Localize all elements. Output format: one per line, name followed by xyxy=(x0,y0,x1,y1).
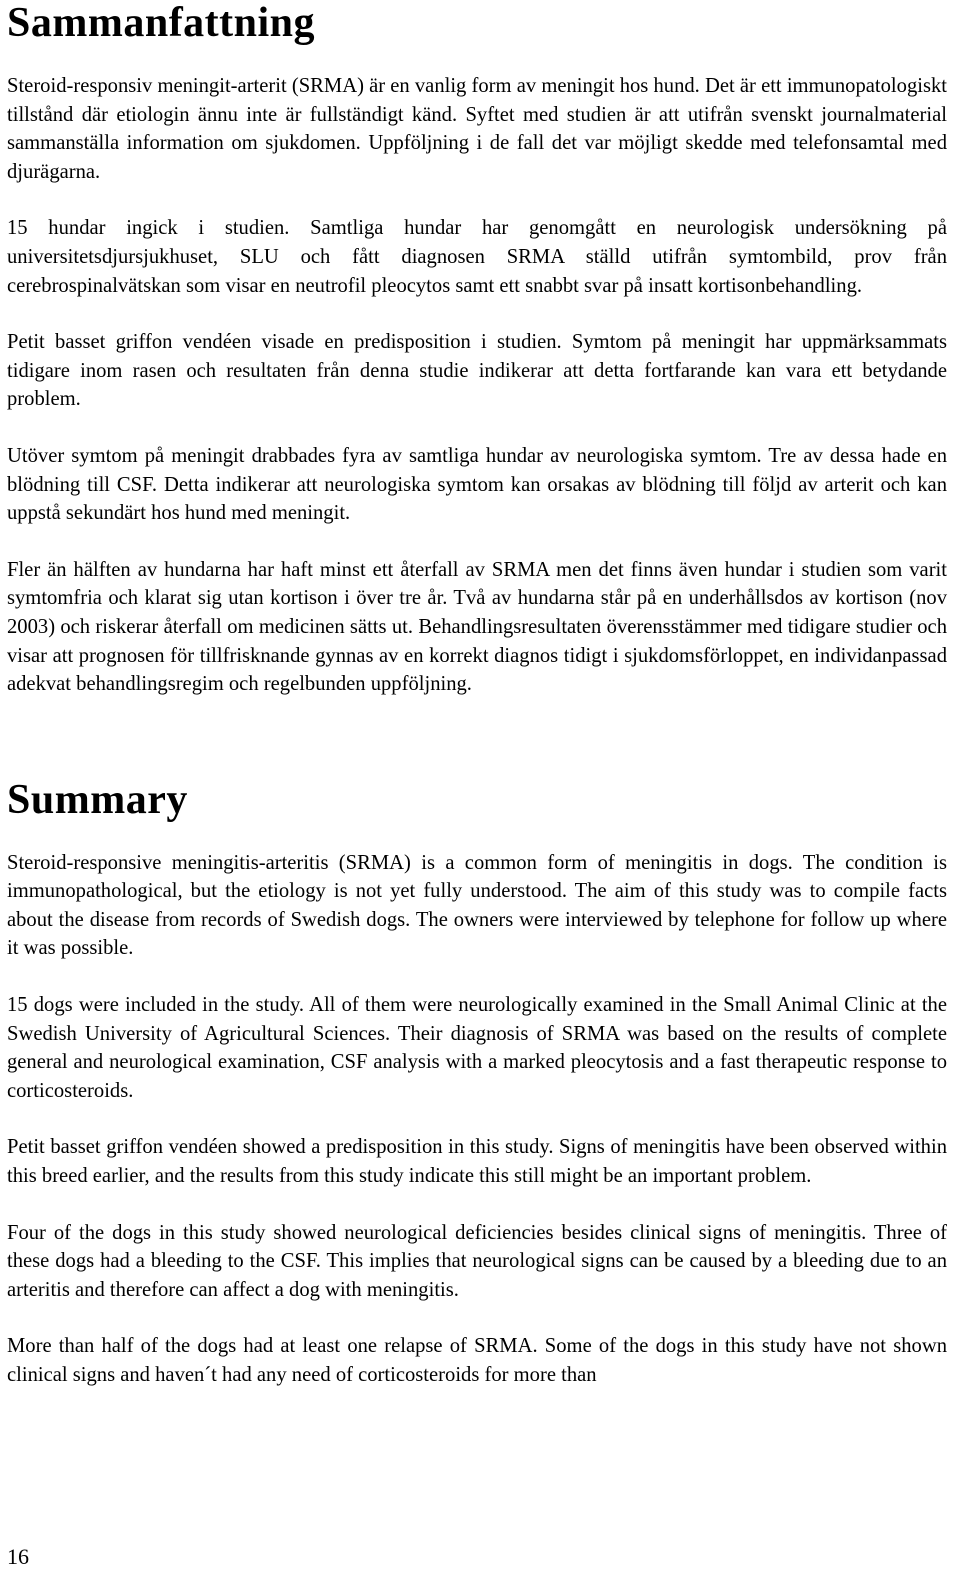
section-title-swedish: Sammanfattning xyxy=(7,0,316,46)
paragraph: Petit basset griffon vendéen visade en predisposition i studien. Symtom på meningit har uppmärksammats tidigare inom rasen och resultaten från denna studie indikerar att detta fortfarande kan vara ett betydande problem. xyxy=(7,331,947,411)
english-abstract xyxy=(7,849,947,1390)
section-title-english: Summary xyxy=(7,776,188,823)
paragraph: Fler än hälften av hundarna har haft minst ett återfall av SRMA men det finns även hundar i studien som varit symtomfria och klarat sig utan kortison i över tre år. Två av hundarna står på en underhållsdos av kortison (nov 2003) och riskerar återfall om medicinen sätts ut. Behandlingsresultaten överensstämmer med tidigare studier och visar att prognosen för tillfrisknande gynnas av en korrekt diagnos tidigt i sjukdomsförloppet, en individanpassad adekvat behandlingsregim och regelbunden uppföljning. xyxy=(7,558,947,696)
paragraph: Steroid-responsiv meningit-arterit (SRMA) är en vanlig form av meningit hos hund. Det är ett immunopatologiskt tillstånd där etiologin ännu inte är fullständigt känd. Syftet med studien är att utifrån svenskt journalmaterial sammanställa information om sjukdomen. Uppföljning i de fall det var möjligt skedde med telefonsamtal med djurägarna. xyxy=(7,75,947,183)
paragraph: Utöver symtom på meningit drabbades fyra av samtliga hundar av neurologiska symtom. Tre av dessa hade en blödning till CSF. Detta indikerar att neurologiska symtom kan orsakas av blödning till följd av arterit och kan uppstå sekundärt hos hund med meningit. xyxy=(7,444,947,525)
paragraph: 15 dogs were included in the study. All of them were neurologically examined in the Small Animal Clinic at the Swedish University of Agricultural Sciences. Their diagnosis of SRMA was based on the results of complete general and neurological examination, CSF analysis with a marked pleocytosis and a fast therapeutic response to corticosteroids. xyxy=(7,994,947,1102)
paragraph: Steroid-responsive meningitis-arteritis (SRMA) is a common form of meningitis in dogs. The condition is immunopathological, but the etiology is not yet fully understood. The aim of this study was to compile facts about the disease from records of Swedish dogs. The owners were interviewed by telephone for follow up where it was possible. xyxy=(7,851,947,960)
paragraph: Four of the dogs in this study showed neurological deficiencies besides clinical signs of meningitis. Three of these dogs had a bleeding to the CSF. This implies that neurological signs can be caused by a bleeding due to an arteritis and therefore can affect a dog with meningitis. xyxy=(7,1221,947,1301)
paragraph: Petit basset griffon vendéen showed a predisposition in this study. Signs of meningitis have been observed within this breed earlier, and the results from this study indicate this still might be an important problem. xyxy=(7,1136,947,1188)
paragraph: More than half of the dogs had at least one relapse of SRMA. Some of the dogs in this study have not shown clinical signs and haven´t had any need of corticosteroids for more than xyxy=(7,1335,947,1386)
paragraph: 15 hundar ingick i studien. Samtliga hundar har genomgått en neurologisk undersökning på universitetsdjursjukhuset, SLU och fått diagnosen SRMA ställd utifrån symtombild, prov från cerebrospinalvätskan som visar en neutrofil pleocytos samt ett snabbt svar på insatt kortisonbehandling. xyxy=(7,217,947,297)
swedish-abstract xyxy=(7,72,947,699)
page-number: 16 xyxy=(7,1544,29,1569)
document-page xyxy=(7,0,947,1390)
